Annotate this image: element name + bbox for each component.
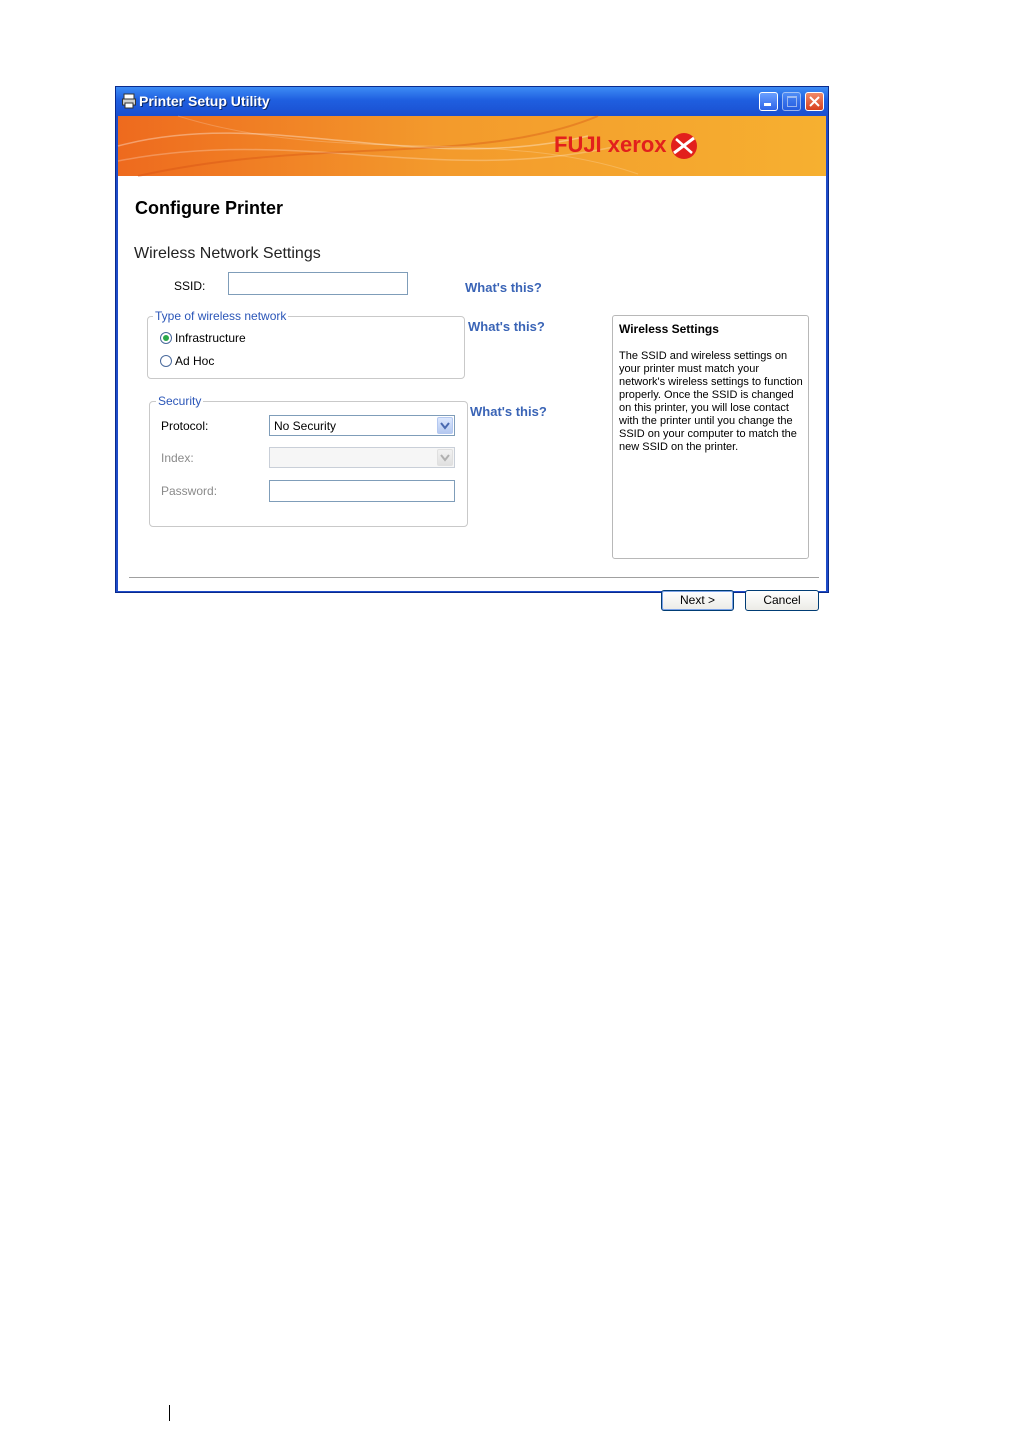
next-button-label: Next > — [679, 593, 715, 607]
brand-logo-text: FUJI xerox — [554, 132, 667, 157]
password-input[interactable] — [269, 480, 455, 502]
password-label: Password: — [161, 484, 218, 498]
protocol-label: Protocol: — [161, 419, 209, 433]
infrastructure-label[interactable]: Infrastructure — [175, 331, 246, 345]
network-type-legend: Type of wireless network — [155, 309, 287, 323]
security-whats-this-link[interactable]: What's this? — [470, 404, 547, 419]
ssid-whats-this-link[interactable]: What's this? — [465, 280, 542, 295]
index-label: Index: — [161, 451, 194, 465]
infrastructure-radio[interactable] — [160, 332, 172, 344]
security-legend: Security — [158, 394, 202, 408]
ssid-label: SSID: — [174, 279, 206, 293]
close-icon — [809, 96, 820, 107]
maximize-button[interactable] — [782, 92, 801, 111]
xerox-globe-icon — [670, 131, 698, 161]
network-type-group — [147, 316, 465, 379]
cancel-button[interactable] — [745, 590, 819, 611]
window-title: Printer Setup Utility — [139, 93, 270, 109]
info-title: Wireless Settings — [619, 322, 719, 336]
banner-wave-decoration — [118, 116, 826, 176]
index-select[interactable] — [269, 447, 455, 468]
page-title: Configure Printer — [135, 198, 284, 218]
cancel-button-label: Cancel — [763, 593, 801, 607]
page-margin-rule — [169, 1405, 170, 1421]
minimize-button[interactable] — [759, 92, 778, 111]
adhoc-label[interactable]: Ad Hoc — [175, 354, 215, 368]
protocol-value: No Security — [274, 419, 337, 433]
next-button[interactable] — [661, 590, 734, 611]
adhoc-radio[interactable] — [160, 355, 172, 367]
protocol-select[interactable] — [269, 415, 455, 436]
info-panel — [612, 315, 809, 559]
window-client-area — [118, 116, 826, 607]
title-bar[interactable] — [116, 87, 828, 116]
printer-app-icon — [122, 93, 136, 109]
dropdown-arrow-icon — [437, 449, 453, 466]
footer-divider — [129, 577, 819, 578]
section-title: Wireless Network Settings — [134, 245, 321, 262]
printer-setup-window — [115, 86, 829, 607]
close-button[interactable] — [805, 92, 824, 111]
brand-banner — [118, 116, 826, 176]
dropdown-arrow-icon[interactable] — [437, 417, 453, 434]
network-type-whats-this-link[interactable]: What's this? — [468, 319, 545, 334]
info-body: The SSID and wireless settings on your printer must match your network's wireless settings to function properly. Once the SSID is changed on this printer, you will lose contact with the printer until you change the SSID on your computer to match the new SSID on the printer. — [619, 350, 803, 453]
ssid-input[interactable] — [228, 272, 408, 295]
